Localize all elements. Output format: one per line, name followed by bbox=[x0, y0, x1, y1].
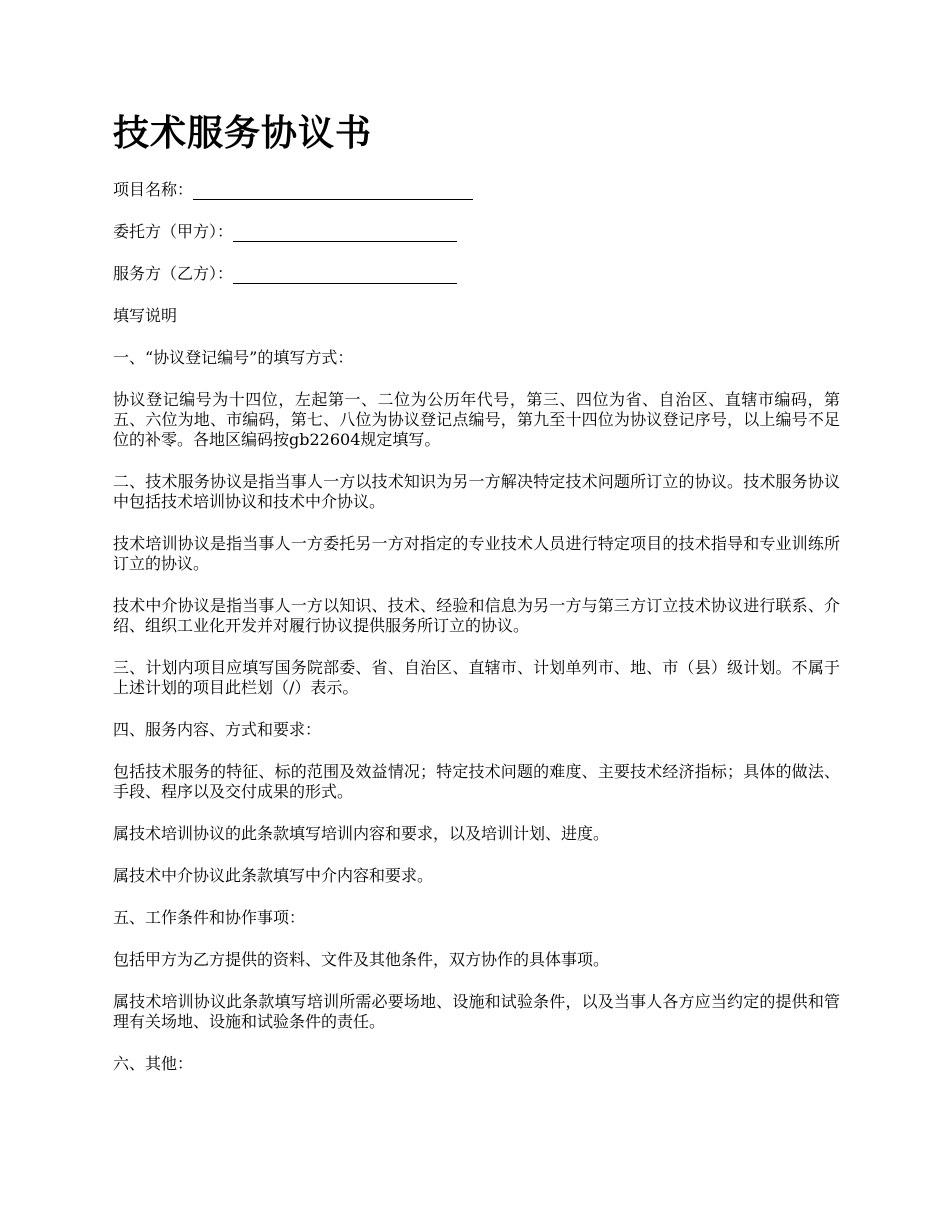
project-name-blank[interactable] bbox=[193, 181, 473, 200]
service-party-blank[interactable] bbox=[233, 265, 457, 284]
intermediary-agreement-body: 技术中介协议是指当事人一方以知识、技术、经验和信息为另一方与第三方订立技术协议进行联系、介绍、组织工业化开发并对履行协议提供服务所订立的协议。 bbox=[113, 596, 840, 635]
client-party-field bbox=[113, 222, 840, 242]
section-1-heading: 一、“协议登记编号”的填写方式： bbox=[113, 348, 354, 367]
section-3-body: 三、计划内项目应填写国务院部委、省、自治区、直辖市、计划单列市、地、市（县）级计划。不属于上述计划的项目此栏划（/）表示。 bbox=[113, 658, 840, 697]
document-title: 技术服务协议书 bbox=[113, 113, 373, 154]
section-5-body: 包括甲方为乙方提供的资料、文件及其他条件，双方协作的具体事项。 bbox=[113, 950, 610, 969]
client-party-blank[interactable] bbox=[233, 223, 457, 242]
section-1-body: 协议登记编号为十四位，左起第一、二位为公历年代号，第三、四位为省、自治区、直辖市编码，第五、六位为地、市编码，第七、八位为协议登记点编号，第九至十四位为协议登记序号，以上编号不足位的补零。各地区编码按gb22604规定填写。 bbox=[113, 390, 840, 449]
training-agreement-body: 技术培训协议是指当事人一方委托另一方对指定的专业技术人员进行特定项目的技术指导和专业训练所订立的协议。 bbox=[113, 534, 840, 573]
section-4-heading: 四、服务内容、方式和要求： bbox=[113, 720, 322, 739]
section-5-heading: 五、工作条件和协作事项： bbox=[113, 908, 306, 927]
document-page bbox=[113, 110, 840, 1096]
section-6-heading: 六、其他： bbox=[113, 1054, 194, 1073]
client-party-label: 委托方（甲方）： bbox=[113, 222, 234, 241]
section-5-training-note: 属技术培训协议此条款填写培训所需必要场地、设施和试验条件，以及当事人各方应当约定的提供和管理有关场地、设施和试验条件的责任。 bbox=[113, 992, 840, 1031]
section-4-body: 包括技术服务的特征、标的范围及效益情况；特定技术问题的难度、主要技术经济指标；具体的做法、手段、程序以及交付成果的形式。 bbox=[113, 762, 840, 801]
section-4-training-note: 属技术培训协议的此条款填写培训内容和要求，以及培训计划、进度。 bbox=[113, 824, 610, 843]
service-party-field bbox=[113, 264, 840, 284]
instructions-heading: 填写说明 bbox=[113, 306, 178, 325]
section-4-intermediary-note: 属技术中介协议此条款填写中介内容和要求。 bbox=[113, 866, 434, 885]
service-party-label: 服务方（乙方）： bbox=[113, 264, 234, 283]
section-2-body: 二、技术服务协议是指当事人一方以技术知识为另一方解决特定技术问题所订立的协议。技术服务协议中包括技术培训协议和技术中介协议。 bbox=[113, 472, 840, 511]
project-name-field bbox=[113, 180, 840, 200]
project-name-label: 项目名称： bbox=[113, 180, 194, 199]
